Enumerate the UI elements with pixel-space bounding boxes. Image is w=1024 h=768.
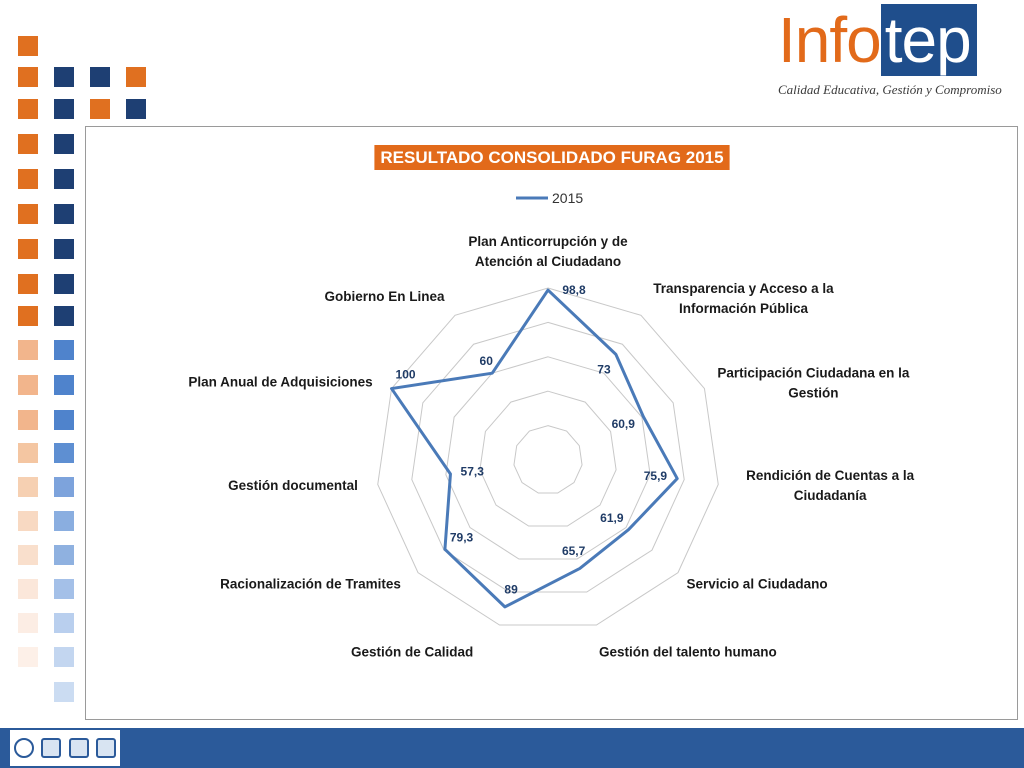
axis-label-line: Transparencia y Acceso a la <box>653 281 834 297</box>
data-label: 57,3 <box>460 464 484 479</box>
decorative-square <box>18 340 38 360</box>
axis-label-line: Atención al Ciudadano <box>474 254 622 269</box>
axis-label <box>468 234 628 269</box>
axis-label-line: Servicio al Ciudadano <box>686 576 828 592</box>
data-label: 79,3 <box>449 530 474 545</box>
axis-label <box>653 281 834 316</box>
axis-label-line: Plan Anual de Adquisiciones <box>188 374 373 390</box>
value-labels <box>396 283 668 597</box>
chart-title: RESULTADO CONSOLIDADO FURAG 2015 <box>380 148 724 167</box>
decorative-square <box>18 169 38 189</box>
decorative-square <box>126 67 146 87</box>
grid-ring <box>412 322 684 592</box>
axis-label-line: Racionalización de Tramites <box>220 576 401 592</box>
decorative-square <box>54 204 74 224</box>
decorative-square <box>54 134 74 154</box>
axis-label-line: Participación Ciudadana en la <box>717 365 910 381</box>
decorative-square <box>54 477 74 497</box>
certification-icon <box>96 738 116 758</box>
decorative-square <box>54 169 74 189</box>
axis-label <box>351 645 473 660</box>
infotep-logo <box>772 0 1024 104</box>
decorative-square <box>54 682 74 702</box>
decorative-square <box>54 340 74 360</box>
axis-label <box>325 289 446 304</box>
chart-frame <box>85 126 1018 720</box>
data-label: 89 <box>504 582 518 597</box>
decorative-square <box>18 204 38 224</box>
axis-label-line: Gestión <box>788 385 839 401</box>
decorative-square <box>18 134 38 154</box>
decorative-square <box>54 306 74 326</box>
decorative-square <box>18 545 38 565</box>
grid-ring <box>378 288 718 625</box>
axis-label <box>220 576 401 591</box>
institution-seal-icon <box>14 738 34 758</box>
grid-ring <box>446 357 650 559</box>
legend-entry-2015: 2015 <box>552 190 584 206</box>
logo-wordmark: Infotep <box>778 2 1018 78</box>
decorative-square <box>18 36 38 56</box>
data-label: 60 <box>479 354 493 369</box>
grid-ring <box>514 426 582 493</box>
certification-icon <box>41 738 61 758</box>
radar-grid <box>378 288 718 625</box>
decorative-square <box>54 99 74 119</box>
decorative-square <box>54 410 74 430</box>
decorative-square <box>54 67 74 87</box>
decorative-square <box>54 545 74 565</box>
grid-ring <box>480 391 616 526</box>
data-label: 75,9 <box>643 469 668 484</box>
axis-label <box>188 375 372 390</box>
decorative-square <box>54 511 74 531</box>
axis-label-line: Gestión del talento humano <box>598 644 777 660</box>
footer-bar <box>0 728 1024 768</box>
decorative-square <box>18 579 38 599</box>
data-label: 60,9 <box>611 416 635 431</box>
data-label: 65,7 <box>561 544 586 559</box>
axis-label-line: Gestión de Calidad <box>351 644 474 660</box>
decorative-square <box>18 99 38 119</box>
axis-label <box>687 576 828 591</box>
decorative-square <box>54 375 74 395</box>
decorative-square <box>54 443 74 463</box>
decorative-square <box>18 613 38 633</box>
axis-label-line: Información Pública <box>678 301 808 317</box>
decorative-square <box>18 67 38 87</box>
axis-label <box>599 645 777 660</box>
decorative-square <box>54 647 74 667</box>
axis-labels <box>188 234 914 660</box>
axis-label-line: Rendición de Cuentas a la <box>746 468 915 484</box>
axis-label-line: Gobierno En Linea <box>324 289 445 305</box>
certification-icon <box>69 738 89 758</box>
decorative-square <box>54 274 74 294</box>
data-label: 61,9 <box>600 510 624 525</box>
decorative-square <box>126 99 146 119</box>
decorative-square <box>54 613 74 633</box>
axis-label <box>717 366 910 401</box>
decorative-square <box>18 511 38 531</box>
radar-chart <box>86 127 1019 721</box>
logo-tagline: Calidad Educativa, Gestión y Compromiso <box>778 82 1002 97</box>
decorative-square <box>90 67 110 87</box>
decorative-square <box>18 647 38 667</box>
axis-label <box>746 468 915 503</box>
decorative-square <box>18 443 38 463</box>
data-label: 73 <box>597 362 611 377</box>
footer-logos <box>10 730 120 766</box>
axis-label <box>228 478 358 493</box>
data-label: 98,8 <box>562 283 586 298</box>
axis-label-line: Ciudadanía <box>793 488 867 504</box>
axis-label-line: Plan Anticorrupción y de <box>468 234 628 249</box>
decorative-square <box>18 239 38 259</box>
decorative-square <box>18 410 38 430</box>
axis-label-line: Gestión documental <box>228 478 358 494</box>
decorative-square <box>18 375 38 395</box>
decorative-square <box>18 274 38 294</box>
decorative-square <box>18 477 38 497</box>
decorative-square <box>54 239 74 259</box>
decorative-square <box>18 306 38 326</box>
decorative-square <box>90 99 110 119</box>
data-label: 100 <box>395 367 416 382</box>
decorative-square <box>54 579 74 599</box>
